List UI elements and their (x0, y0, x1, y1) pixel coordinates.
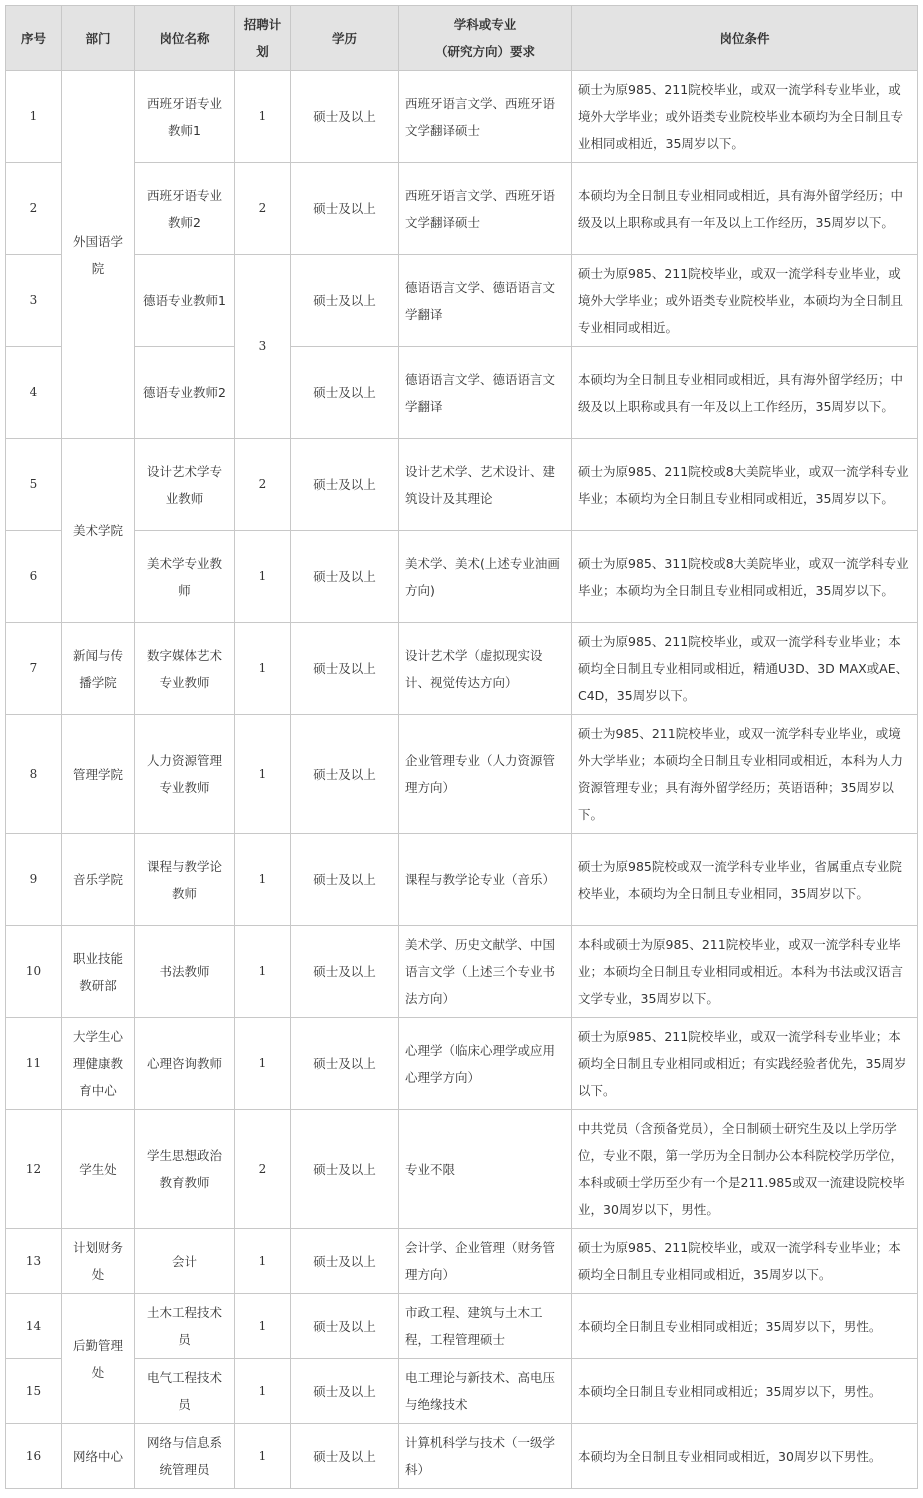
cell-position: 课程与教学论教师 (135, 834, 235, 926)
table-row (6, 834, 918, 926)
cell-major: 专业不限 (399, 1110, 572, 1229)
cell-plan: 1 (235, 834, 291, 926)
cell-position: 土木工程技术员 (135, 1294, 235, 1359)
cell-seq: 10 (6, 926, 62, 1018)
cell-position: 网络与信息系统管理员 (135, 1424, 235, 1489)
cell-position: 美术学专业教师 (135, 531, 235, 623)
cell-plan: 1 (235, 1424, 291, 1489)
header-dept: 部门 (62, 6, 135, 71)
cell-position: 会计 (135, 1229, 235, 1294)
cell-education: 硕士及以上 (291, 926, 399, 1018)
cell-conditions: 本硕均全日制且专业相同或相近；35周岁以下，男性。 (572, 1294, 918, 1359)
header-position: 岗位名称 (135, 6, 235, 71)
cell-seq: 15 (6, 1359, 62, 1424)
cell-education: 硕士及以上 (291, 1110, 399, 1229)
cell-dept: 学生处 (62, 1110, 135, 1229)
cell-education: 硕士及以上 (291, 1424, 399, 1489)
cell-conditions: 本硕均为全日制且专业相同或相近，具有海外留学经历；中级及以上职称或具有一年及以上工作经历，35周岁以下。 (572, 163, 918, 255)
table-row (6, 1294, 918, 1359)
cell-dept: 外国语学院 (62, 71, 135, 439)
cell-position: 书法教师 (135, 926, 235, 1018)
cell-position: 数字媒体艺术专业教师 (135, 623, 235, 715)
cell-major: 美术学、历史文献学、中国语言文学（上述三个专业书法方向） (399, 926, 572, 1018)
cell-conditions: 硕士为原985、211院校毕业，或双一流学科专业毕业；本硕均全日制且专业相同或相近，35周岁以下。 (572, 1229, 918, 1294)
header-major-line2: （研究方向）要求 (434, 44, 535, 59)
cell-position: 德语专业教师2 (135, 347, 235, 439)
cell-seq: 11 (6, 1018, 62, 1110)
cell-major: 会计学、企业管理（财务管理方向） (399, 1229, 572, 1294)
header-major (399, 6, 572, 71)
cell-seq: 7 (6, 623, 62, 715)
cell-conditions: 本科或硕士为原985、211院校毕业，或双一流学科专业毕业；本硕均全日制且专业相同或相近。本科为书法或汉语言文学专业，35周岁以下。 (572, 926, 918, 1018)
cell-conditions: 硕士为原985、211院校毕业，或双一流学科专业毕业；本硕均全日制且专业相同或相近，精通U3D、3D MAX或AE、C4D，35周岁以下。 (572, 623, 918, 715)
cell-major: 计算机科学与技术（一级学科） (399, 1424, 572, 1489)
cell-major: 西班牙语言文学、西班牙语文学翻译硕士 (399, 163, 572, 255)
table-row (6, 71, 918, 163)
cell-plan: 1 (235, 926, 291, 1018)
cell-dept: 后勤管理处 (62, 1294, 135, 1424)
cell-plan: 1 (235, 1359, 291, 1424)
cell-seq: 12 (6, 1110, 62, 1229)
table-row (6, 623, 918, 715)
cell-major: 企业管理专业（人力资源管理方向） (399, 715, 572, 834)
cell-position: 学生思想政治教育教师 (135, 1110, 235, 1229)
cell-conditions: 硕士为原985院校或双一流学科专业毕业，省属重点专业院校毕业，本硕均为全日制且专业相同，35周岁以下。 (572, 834, 918, 926)
cell-plan: 1 (235, 1018, 291, 1110)
header-plan: 招聘计划 (235, 6, 291, 71)
table-row (6, 255, 918, 347)
header-conditions: 岗位条件 (572, 6, 918, 71)
header-row (6, 6, 918, 71)
cell-plan: 1 (235, 623, 291, 715)
cell-major: 德语语言文学、德语语言文学翻译 (399, 347, 572, 439)
cell-seq: 4 (6, 347, 62, 439)
cell-position: 西班牙语专业教师1 (135, 71, 235, 163)
table-row (6, 1359, 918, 1424)
header-major-line1: 学科或专业 (453, 17, 517, 32)
cell-dept: 大学生心理健康教育中心 (62, 1018, 135, 1110)
cell-dept: 职业技能教研部 (62, 926, 135, 1018)
table-row (6, 347, 918, 439)
cell-education: 硕士及以上 (291, 1294, 399, 1359)
cell-seq: 6 (6, 531, 62, 623)
table-row (6, 439, 918, 531)
cell-major: 德语语言文学、德语语言文学翻译 (399, 255, 572, 347)
cell-seq: 2 (6, 163, 62, 255)
cell-dept: 美术学院 (62, 439, 135, 623)
cell-education: 硕士及以上 (291, 623, 399, 715)
cell-conditions: 硕士为原985、211院校毕业，或双一流学科专业毕业；本硕均全日制且专业相同或相近；有实践经验者优先，35周岁以下。 (572, 1018, 918, 1110)
header-seq: 序号 (6, 6, 62, 71)
cell-conditions: 硕士为原985、211院校毕业，或双一流学科专业毕业，或境外大学毕业；或外语类专业院校毕业，本硕均为全日制且专业相同或相近。 (572, 255, 918, 347)
cell-conditions: 本硕均全日制且专业相同或相近；35周岁以下，男性。 (572, 1359, 918, 1424)
cell-position: 心理咨询教师 (135, 1018, 235, 1110)
cell-dept: 网络中心 (62, 1424, 135, 1489)
cell-education: 硕士及以上 (291, 531, 399, 623)
cell-conditions: 本硕均为全日制且专业相同或相近，具有海外留学经历；中级及以上职称或具有一年及以上工作经历，35周岁以下。 (572, 347, 918, 439)
cell-dept: 新闻与传播学院 (62, 623, 135, 715)
cell-seq: 14 (6, 1294, 62, 1359)
cell-dept: 音乐学院 (62, 834, 135, 926)
cell-seq: 13 (6, 1229, 62, 1294)
cell-conditions: 硕士为原985、311院校或8大美院毕业，或双一流学科专业毕业；本硕均为全日制且专业相同或相近，35周岁以下。 (572, 531, 918, 623)
cell-seq: 5 (6, 439, 62, 531)
cell-major: 设计艺术学、艺术设计、建筑设计及其理论 (399, 439, 572, 531)
cell-position: 德语专业教师1 (135, 255, 235, 347)
cell-education: 硕士及以上 (291, 1229, 399, 1294)
cell-education: 硕士及以上 (291, 1018, 399, 1110)
cell-plan: 2 (235, 439, 291, 531)
cell-major: 西班牙语言文学、西班牙语文学翻译硕士 (399, 71, 572, 163)
cell-education: 硕士及以上 (291, 1359, 399, 1424)
cell-major: 美术学、美术(上述专业油画方向) (399, 531, 572, 623)
cell-education: 硕士及以上 (291, 834, 399, 926)
table-row (6, 1229, 918, 1294)
cell-major: 设计艺术学（虚拟现实设计、视觉传达方向） (399, 623, 572, 715)
cell-seq: 3 (6, 255, 62, 347)
cell-education: 硕士及以上 (291, 347, 399, 439)
cell-plan: 1 (235, 1294, 291, 1359)
header-education: 学历 (291, 6, 399, 71)
cell-conditions: 中共党员（含预备党员），全日制硕士研究生及以上学历学位，专业不限，第一学历为全日制办公本科院校学历学位，本科或硕士学历至少有一个是211.985或双一流建设院校毕业，30周岁以下，男性。 (572, 1110, 918, 1229)
cell-major: 课程与教学论专业（音乐） (399, 834, 572, 926)
cell-plan: 3 (235, 255, 291, 439)
cell-education: 硕士及以上 (291, 71, 399, 163)
cell-plan: 1 (235, 715, 291, 834)
cell-seq: 16 (6, 1424, 62, 1489)
cell-seq: 1 (6, 71, 62, 163)
table-row (6, 1110, 918, 1229)
cell-position: 设计艺术学专业教师 (135, 439, 235, 531)
cell-education: 硕士及以上 (291, 163, 399, 255)
recruitment-table (5, 5, 918, 1489)
cell-education: 硕士及以上 (291, 715, 399, 834)
cell-major: 心理学（临床心理学或应用心理学方向） (399, 1018, 572, 1110)
cell-seq: 9 (6, 834, 62, 926)
cell-plan: 1 (235, 531, 291, 623)
cell-plan: 2 (235, 163, 291, 255)
cell-conditions: 硕士为原985、211院校毕业，或双一流学科专业毕业，或境外大学毕业；或外语类专业院校毕业本硕均为全日制且专业相同或相近，35周岁以下。 (572, 71, 918, 163)
table-row (6, 715, 918, 834)
cell-dept: 计划财务处 (62, 1229, 135, 1294)
cell-major: 市政工程、建筑与土木工程，工程管理硕士 (399, 1294, 572, 1359)
cell-plan: 1 (235, 1229, 291, 1294)
cell-conditions: 硕士为985、211院校毕业，或双一流学科专业毕业，或境外大学毕业；本硕均全日制且专业相同或相近，本科为人力资源管理专业；具有海外留学经历；英语语种；35周岁以下。 (572, 715, 918, 834)
table-row (6, 1018, 918, 1110)
table-row (6, 163, 918, 255)
table-row (6, 1424, 918, 1489)
cell-dept: 管理学院 (62, 715, 135, 834)
cell-conditions: 硕士为原985、211院校或8大美院毕业，或双一流学科专业毕业；本硕均为全日制且专业相同或相近，35周岁以下。 (572, 439, 918, 531)
cell-education: 硕士及以上 (291, 255, 399, 347)
cell-position: 电气工程技术员 (135, 1359, 235, 1424)
cell-plan: 2 (235, 1110, 291, 1229)
table-row (6, 926, 918, 1018)
table-row (6, 531, 918, 623)
cell-education: 硕士及以上 (291, 439, 399, 531)
cell-major: 电工理论与新技术、高电压与绝缘技术 (399, 1359, 572, 1424)
cell-conditions: 本硕均为全日制且专业相同或相近，30周岁以下男性。 (572, 1424, 918, 1489)
cell-position: 人力资源管理专业教师 (135, 715, 235, 834)
cell-seq: 8 (6, 715, 62, 834)
cell-plan: 1 (235, 71, 291, 163)
cell-position: 西班牙语专业教师2 (135, 163, 235, 255)
